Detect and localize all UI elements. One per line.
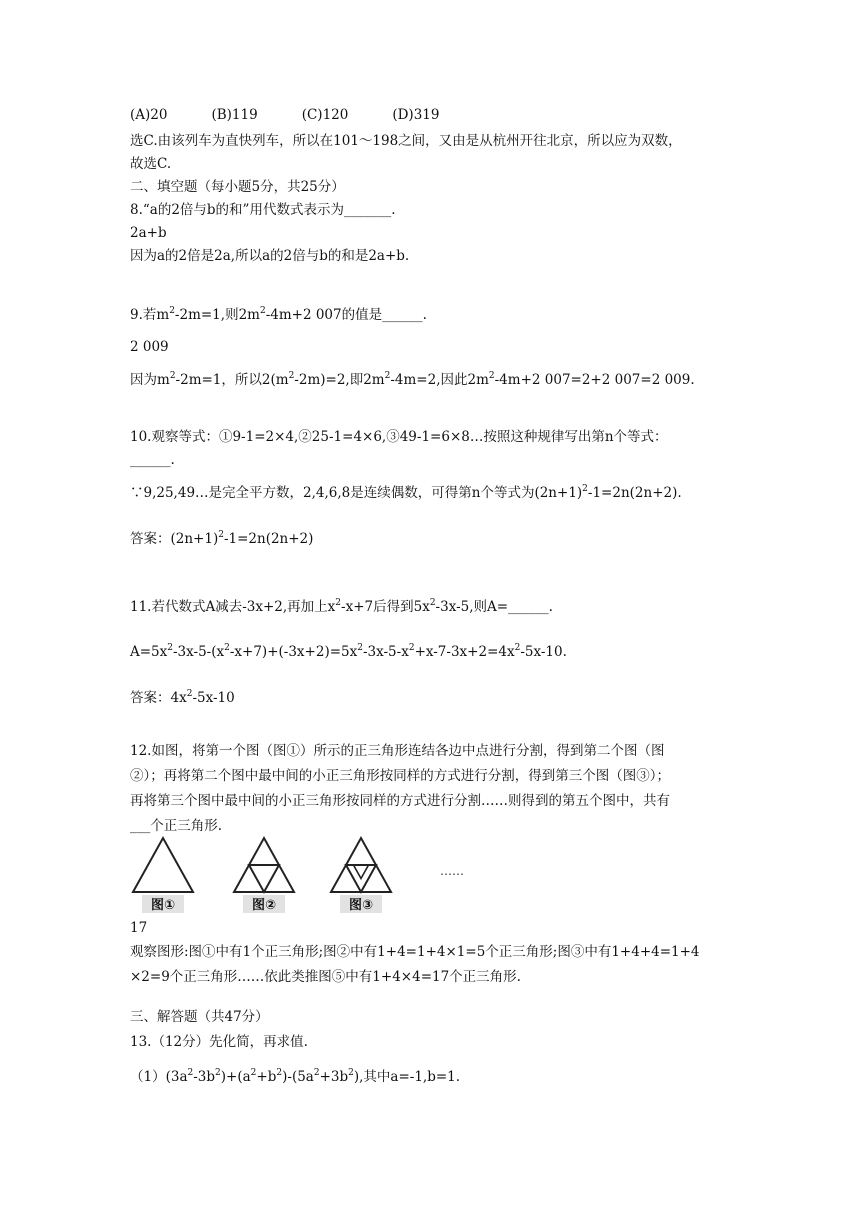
q12-explanation-line1: 观察图形:图①中有1个正三角形;图②中有1+4=1+4×1=5个正三角形;图③中有1+4+4=1+4	[130, 944, 700, 960]
figure-1-label: 图①	[150, 898, 176, 913]
q7-solution-line1: 选C.由该列车为直快列车，所以在101～198之间，又由是从杭州开往北京，所以应为双数，	[130, 133, 682, 149]
figure-1	[133, 838, 193, 892]
section2-heading: 二、填空题（每小题5分，共25分）	[130, 179, 345, 195]
figure-2-label: 图②	[251, 898, 277, 913]
q12-explanation-line2: ×2=9个正三角形……依此类推图⑤中有1+4×4=17个正三角形.	[130, 969, 521, 985]
q9-question: 9.若$m^2-2m=1$,则$2m^2-4m+2$ 007的值是______.	[130, 306, 427, 323]
q13-question: 13.（12分）先化简，再求值.	[130, 1034, 308, 1050]
option-d: (D)319	[392, 107, 440, 123]
q13-part1: $(1)(3a^2-3b^2)+(a^2+b^2)-(5a^2+3b^2)$,其中a=-1,b=1.	[130, 1068, 461, 1085]
section3-heading: 三、解答题（共47分）	[130, 1009, 269, 1025]
figure-ellipsis: ……	[440, 864, 464, 878]
q9-explanation: 因为$m^2-2m=1$，所以$2(m^2-2m)=2$,即$2m^2-4m=2$,因此$2m^2-4m+2$ 007=2+2 007=2 009.	[130, 371, 695, 388]
q7-options	[130, 106, 483, 124]
q10-answer: 答案：$(2n+1)^2-1=2n(2n+2)$	[130, 530, 314, 547]
q11-answer: 答案：$4x^2-5x-10$	[130, 689, 235, 706]
option-c: (C)120	[301, 107, 349, 123]
q10-explanation: ∵9,25,49…是完全平方数，2,4,6,8是连续偶数，可得第n个等式为$(2n+1)^2-1=2n(2n+2)$.	[130, 484, 682, 501]
q7-solution-line2: 故选C.	[130, 156, 172, 172]
q8-explanation: 因为a的2倍是2a,所以a的2倍与b的和是2a+b.	[130, 248, 410, 264]
figure-3	[331, 838, 391, 892]
q10-question: 10.观察等式：①9-1=2×4,②25-1=4×6,③49-1=6×8…按照这种规律写出第n个等式：	[130, 429, 668, 445]
option-b: (B)119	[211, 107, 258, 123]
triangle-figures	[128, 830, 473, 915]
q8-answer: 2a+b	[130, 225, 167, 241]
q10-blank: ______.	[130, 452, 175, 468]
q9-answer: 2 009	[130, 339, 169, 355]
q12-line2: ②）；再将第二个图中最中间的小正三角形按同样的方式进行分割，得到第三个图（图③）；	[130, 768, 670, 784]
q8-question: 8.“a的2倍与b的和”用代数式表示为_______.	[130, 202, 396, 218]
q12-answer: 17	[130, 920, 148, 936]
option-a: (A)20	[130, 107, 168, 123]
q12-line1: 12.如图，将第一个图（图①）所示的正三角形连结各边中点进行分割，得到第二个图（图	[130, 743, 665, 759]
figure-2	[234, 838, 294, 892]
q11-explanation: $A=5x^2-3x-5-(x^2-x+7)+(-3x+2)=5x^2-3x-5-x^2+x-7-3x+2=4x^2-5x-10$.	[130, 643, 567, 660]
q12-line3: 再将第三个图中最中间的小正三角形按同样的方式进行分割……则得到的第五个图中，共有	[130, 793, 670, 809]
q12-line4: ___个正三角形.	[130, 818, 223, 834]
q11-question: 11.若代数式A减去-3x+2,再加上$x^2-x+7$后得到$5x^2-3x-5$,则A=______.	[130, 598, 553, 615]
figure-3-label: 图③	[348, 898, 374, 913]
